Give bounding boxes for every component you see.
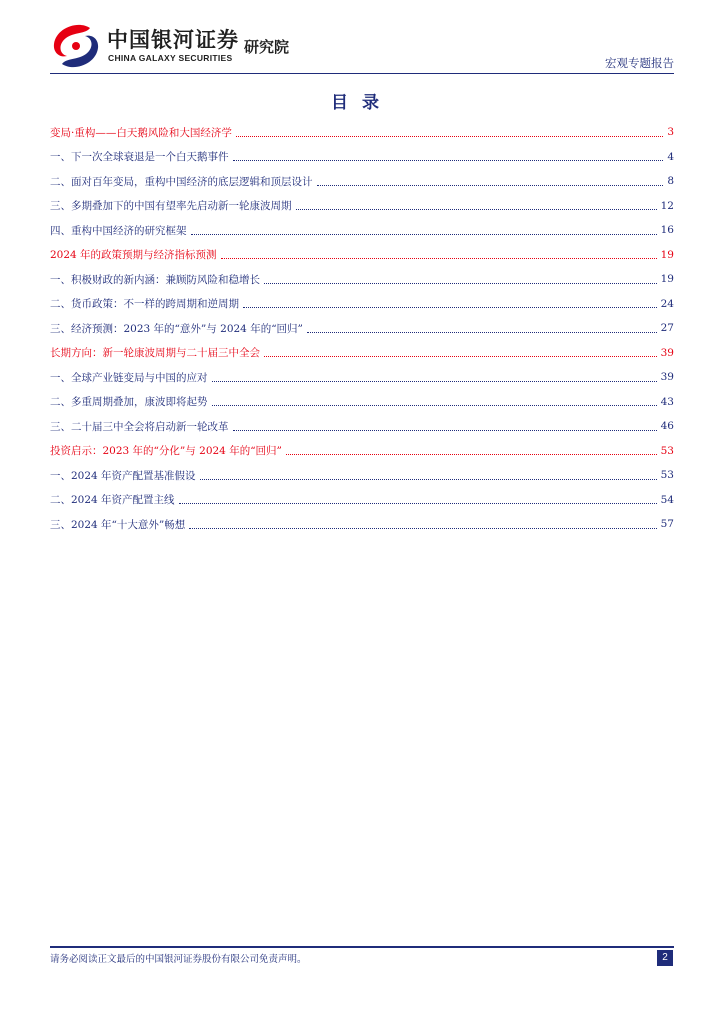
toc-entry-label: 一、2024 年资产配置基准假设	[50, 469, 196, 482]
toc-entry-page: 19	[660, 273, 674, 286]
toc-entry-page: 24	[660, 297, 674, 310]
toc-subsection-entry[interactable]	[50, 463, 674, 488]
table-of-contents	[50, 120, 674, 537]
toc-leader-dots	[236, 136, 663, 137]
toc-leader-dots	[286, 454, 657, 455]
toc-entry-label: 长期方向：新一轮康波周期与二十届三中全会	[50, 347, 260, 360]
toc-entry-label: 四、重构中国经济的研究框架	[50, 224, 187, 237]
toc-entry-page: 57	[660, 518, 674, 531]
toc-section-entry[interactable]	[50, 120, 674, 145]
toc-entry-page: 27	[660, 322, 674, 335]
toc-entry-page: 12	[660, 199, 674, 212]
toc-leader-dots	[212, 381, 657, 382]
toc-leader-dots	[317, 185, 664, 186]
toc-entry-page: 46	[660, 420, 674, 433]
toc-entry-label: 二、货币政策：不一样的跨周期和逆周期	[50, 298, 239, 311]
toc-subsection-entry[interactable]	[50, 169, 674, 194]
toc-entry-page: 53	[660, 469, 674, 482]
toc-entry-label: 变局·重构——白天鹅风险和大国经济学	[50, 126, 232, 139]
toc-leader-dots	[221, 258, 657, 259]
toc-section-entry[interactable]	[50, 439, 674, 464]
toc-entry-label: 2024 年的政策预期与经济指标预测	[50, 249, 217, 262]
toc-entry-page: 16	[660, 224, 674, 237]
toc-entry-label: 二、2024 年资产配置主线	[50, 494, 175, 507]
toc-subsection-entry[interactable]	[50, 488, 674, 513]
toc-section-entry[interactable]	[50, 243, 674, 268]
toc-entry-label: 投资启示：2023 年的“分化”与 2024 年的“回归”	[50, 445, 282, 458]
toc-entry-page: 43	[660, 395, 674, 408]
toc-entry-label: 三、经济预测：2023 年的“意外”与 2024 年的“回归”	[50, 322, 303, 335]
toc-leader-dots	[264, 356, 657, 357]
toc-entry-label: 三、2024 年“十大意外”畅想	[50, 518, 186, 531]
toc-entry-page: 19	[660, 248, 674, 261]
toc-leader-dots	[189, 528, 656, 529]
report-type: 宏观专题报告	[605, 56, 674, 70]
toc-leader-dots	[307, 332, 657, 333]
toc-subsection-entry[interactable]	[50, 218, 674, 243]
page-header	[0, 0, 724, 80]
toc-section-entry[interactable]	[50, 341, 674, 366]
toc-entry-label: 一、积极财政的新内涵：兼顾防风险和稳增长	[50, 273, 260, 286]
page-number-badge: 2	[657, 950, 673, 966]
toc-leader-dots	[233, 430, 657, 431]
toc-entry-label: 三、二十届三中全会将启动新一轮改革	[50, 420, 229, 433]
toc-subsection-entry[interactable]	[50, 267, 674, 292]
toc-entry-page: 4	[667, 150, 674, 163]
toc-subsection-entry[interactable]	[50, 292, 674, 317]
footer-divider	[50, 946, 674, 948]
toc-subsection-entry[interactable]	[50, 194, 674, 219]
toc-entry-label: 二、面对百年变局，重构中国经济的底层逻辑和顶层设计	[50, 175, 313, 188]
toc-leader-dots	[243, 307, 657, 308]
toc-leader-dots	[264, 283, 657, 284]
toc-leader-dots	[296, 209, 657, 210]
toc-entry-page: 54	[660, 493, 674, 506]
toc-subsection-entry[interactable]	[50, 316, 674, 341]
toc-leader-dots	[179, 503, 657, 504]
institute-label: 研究院	[244, 38, 290, 56]
toc-subsection-entry[interactable]	[50, 390, 674, 415]
toc-subsection-entry[interactable]	[50, 365, 674, 390]
header-divider	[50, 73, 674, 74]
toc-entry-label: 二、多重周期叠加，康波即将起势	[50, 396, 208, 409]
toc-leader-dots	[191, 234, 657, 235]
toc-subsection-entry[interactable]	[50, 145, 674, 170]
toc-leader-dots	[212, 405, 657, 406]
brand-name-cn: 中国银河证券	[107, 28, 239, 52]
toc-subsection-entry[interactable]	[50, 414, 674, 439]
toc-entry-label: 三、多期叠加下的中国有望率先启动新一轮康波周期	[50, 200, 292, 213]
brand-name-en: CHINA GALAXY SECURITIES	[108, 53, 233, 63]
toc-entry-label: 一、下一次全球衰退是一个白天鹅事件	[50, 151, 229, 164]
galaxy-logo-icon	[50, 22, 102, 70]
toc-entry-page: 39	[660, 346, 674, 359]
toc-leader-dots	[233, 160, 664, 161]
toc-title: 目录	[331, 93, 393, 113]
toc-entry-page: 8	[667, 175, 674, 188]
toc-entry-page: 39	[660, 371, 674, 384]
footer-disclaimer: 请务必阅读正文最后的中国银河证券股份有限公司免责声明。	[50, 954, 307, 965]
toc-entry-page: 53	[660, 444, 674, 457]
toc-entry-page: 3	[667, 126, 674, 139]
toc-entry-label: 一、全球产业链变局与中国的应对	[50, 371, 208, 384]
toc-subsection-entry[interactable]	[50, 512, 674, 537]
toc-leader-dots	[200, 479, 657, 480]
